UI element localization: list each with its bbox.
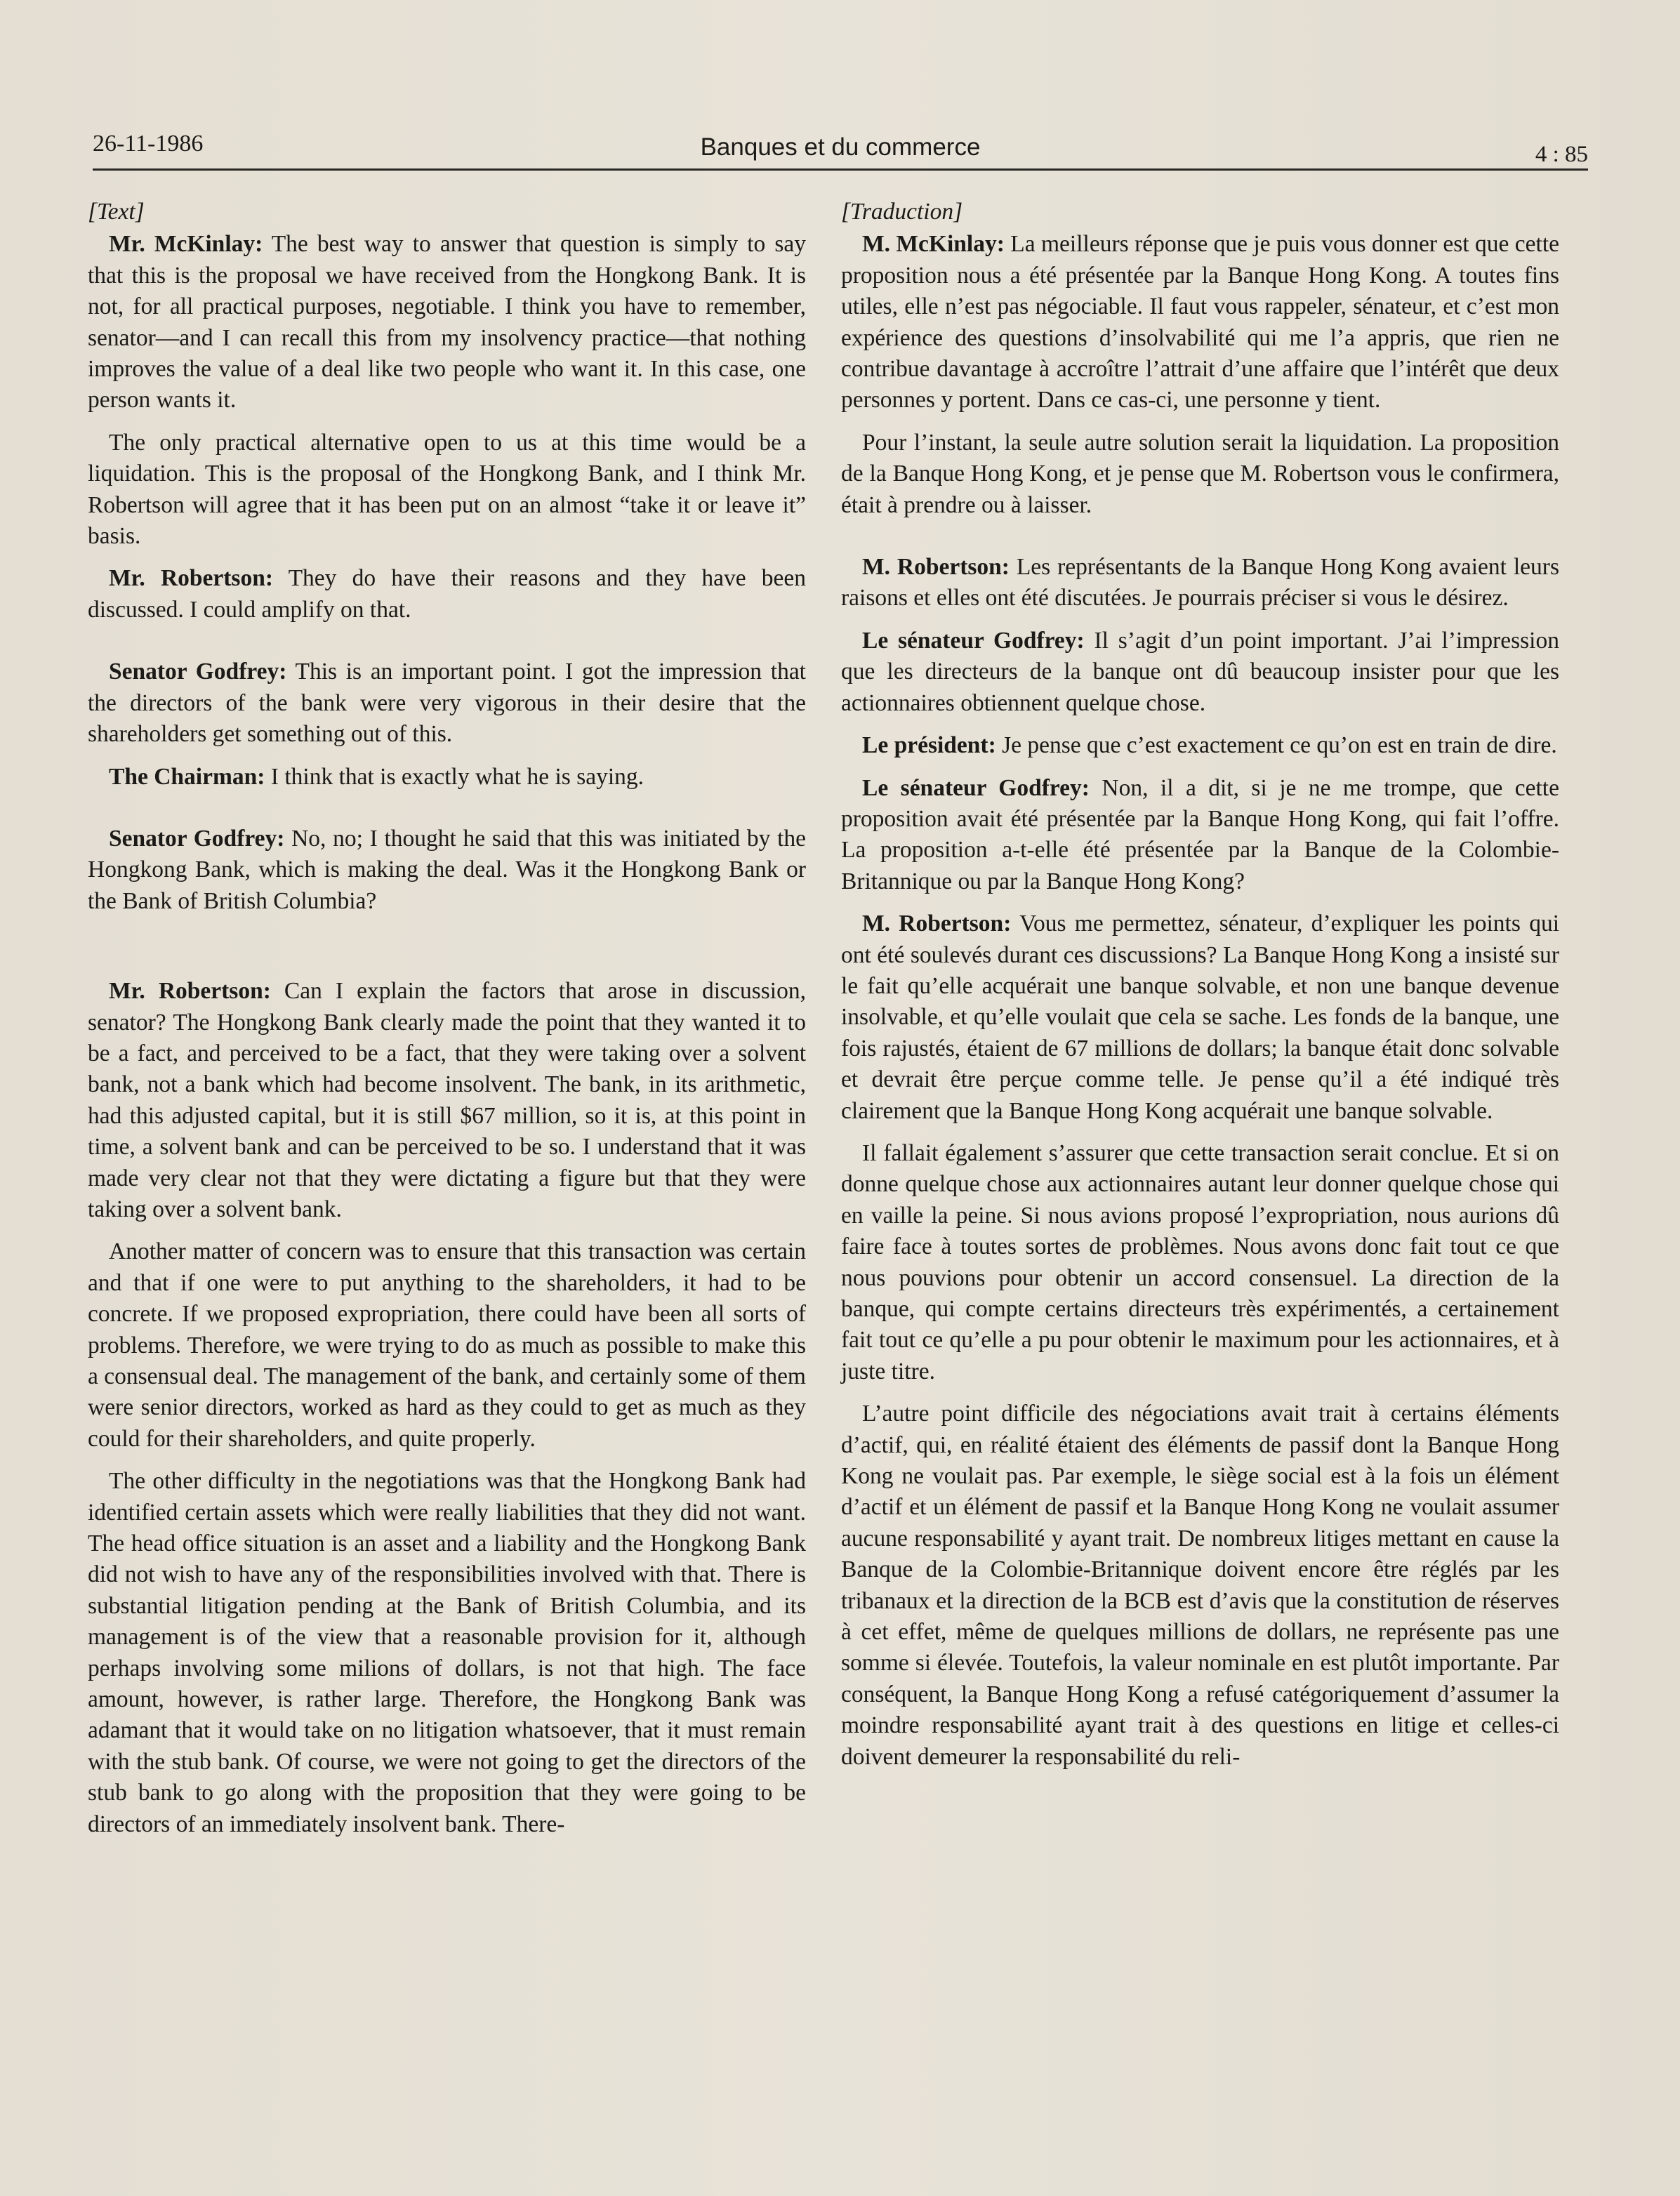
- paragraph: M. McKinlay: La meilleurs réponse que je puis vous donner est que cette proposition nous a été présentée par la Banque Hong Kong. A toutes fins utiles, elle n’est pas négociable. Il faut vous rappeler, sénateur, et c’est mon expérience des questions d’insolvabilité qui me l’a appris, que rien ne contribue davantage à accroître l’attrait d’une affaire que l’intérêt que deux personnes y portent. Dans ce cas-ci, une personne y tient.: [841, 231, 1559, 414]
- paragraph: Le sénateur Godfrey: Il s’agit d’un point important. J’ai l’impression que les directeurs de la banque ont dû beaucoup insister pour que les actionnaires obtiennent quelque chose.: [841, 627, 1559, 716]
- running-header: [93, 126, 1588, 171]
- english-column: [88, 197, 806, 1851]
- paragraph: Le président: Je pense que c’est exactement ce qu’on est en train de dire.: [862, 732, 1557, 759]
- header-title: Banques et du commerce: [700, 133, 981, 161]
- paragraph: Mr. Robertson: Can I explain the factors that arose in discussion, senator? The Hongkong Bank clearly made the point that they wanted it to be a fact, and perceived to be a fact, that they were taking over a solvent bank, not a bank which had become insolvent. The bank, in its arithmetic, had this adjusted capital, but it is still $67 million, so it is, at this point in time, a solvent bank and can be perceived to be so. I understand that it was made very clear not that they were dictating a figure but that they were taking over a solvent bank.: [88, 978, 806, 1222]
- paragraph: Le sénateur Godfrey: Non, il a dit, si je ne me trompe, que cette proposition avait été présentée par la Banque Hong Kong, qui fait l’offre. La proposition a-t-elle été présentée par la Banque de la Colombie-Britannique ou par la Banque Hong Kong?: [841, 774, 1559, 894]
- french-column: [841, 197, 1559, 1784]
- english-section-tag: [Text]: [88, 199, 145, 225]
- paragraph: Another matter of concern was to ensure that this transaction was certain and that if one were to put anything to the shareholders, it had to be concrete. If we proposed expropriation, there could have been all sorts of problems. Therefore, we were trying to do as much as possible to make this a consensual deal. The management of the bank, and certainly some of them were senior directors, worked as hard as they could to get as much as they could for their shareholders, and quite properly.: [88, 1238, 806, 1452]
- paragraph: The Chairman: I think that is exactly what he is saying.: [109, 763, 644, 790]
- paragraph: Senator Godfrey: This is an important point. I got the impression that the directors of the bank were very vigorous in their desire that the shareholders get something out of this.: [88, 659, 806, 748]
- paragraph: M. Robertson: Les représentants de la Banque Hong Kong avaient leurs raisons et elles ont été discutées. Je pourrais préciser si vous le désirez.: [841, 554, 1559, 611]
- paragraph: Senator Godfrey: No, no; I thought he said that this was initiated by the Hongkong Bank, which is making the deal. Was it the Hongkong Bank or the Bank of British Columbia?: [88, 825, 806, 914]
- paragraph: L’autre point difficile des négociations avait trait à certains éléments d’actif, qui, en réalité étaient des éléments de passif dont la Banque Hong Kong ne voulait pas. Par exemple, le siège social est à la fois un élément d’actif et un élément de passif et la Banque Hong Kong ne voulait assumer aucune responsabilité y ayant trait. De nombreux litiges mettant en cause la Banque de la Colombie-Britannique doivent encore être réglés par les tribanaux et la direction de la BCB est d’avis que la constitution de réserves à cet effet, même de quelques millions de dollars, ne représente pas une somme si élevée. Toutefois, la valeur nominale en est plutôt importante. Par conséquent, la Banque Hong Kong a refusé catégoriquement d’assumer la moindre responsabilité ayant trait à des questions en litige et celles-ci doivent demeurer la responsabilité du reli-: [841, 1401, 1559, 1770]
- paragraph: Mr. Robertson: They do have their reasons and they have been discussed. I could amplify on that.: [88, 565, 806, 623]
- paragraph: Il fallait également s’assurer que cette transaction serait conclue. Et si on donne quelque chose aux actionnaires autant leur donner quelque chose qui en vaille la peine. Si nous avions proposé l’expropriation, nous aurions dû faire face à toutes sortes de problèmes. Nous avons donc fait tout ce que nous pouvions pour obtenir un accord consensuel. La direction de la banque, qui compte certains directeurs très expérimentés, a certainement fait tout ce qu’elle a pu pour obtenir le maximum pour les actionnaires, et à juste titre.: [841, 1139, 1559, 1384]
- paragraph: The only practical alternative open to us at this time would be a liquidation. This is the proposal of the Hongkong Bank, and I think Mr. Robertson will agree that it has been put on an almost “take it or leave it” basis.: [88, 429, 806, 550]
- paragraph: M. Robertson: Vous me permettez, sénateur, d’expliquer les points qui ont été soulevés durant ces discussions? La Banque Hong Kong a insisté sur le fait qu’elle acquérait une banque solvable, et non une banque devenue insolvable, et qu’elle voulait que cela se sache. Les fonds de la banque, une fois rajustés, étaient de 67 millions de dollars; la banque était donc solvable et devrait être perçue comme telle. Je pense qu’il a été indiqué très clairement que la Banque Hong Kong acquérait une banque solvable.: [841, 911, 1559, 1124]
- paragraph: The other difficulty in the negotiations was that the Hongkong Bank had identified certain assets which were really liabilities that they did not want. The head office situation is an asset and a liability and the Hongkong Bank did not wish to have any of the responsibilities involved with that. There is substantial litigation pending at the Bank of British Columbia, and its management is of the view that a reasonable provision for it, although perhaps involving some milions of dollars, is not that high. The face amount, however, is rather large. Therefore, the Hongkong Bank was adamant that it would take on no litigation whatsoever, that it must remain with the stub bank. Of course, we were not going to get the directors of the stub bank to go along with the proposition that they were going to be directors of an immediately insolvent bank. There-: [88, 1468, 806, 1837]
- paragraph: Mr. McKinlay: The best way to answer that question is simply to say that this is the proposal we have received from the Hongkong Bank. It is not, for all practical purposes, negotiable. I think you have to remember, senator—and I can recall this from my insolvency practice—that nothing improves the value of a deal like two people who want it. In this case, one person wants it.: [88, 231, 806, 414]
- french-section-tag: [Traduction]: [841, 199, 963, 225]
- header-date: 26-11-1986: [93, 131, 204, 157]
- page-number: 4 : 85: [1535, 142, 1588, 167]
- paragraph: Pour l’instant, la seule autre solution serait la liquidation. La proposition de la Banque Hong Kong, et je pense que M. Robertson vous le confirmera, était à prendre ou à laisser.: [841, 429, 1559, 518]
